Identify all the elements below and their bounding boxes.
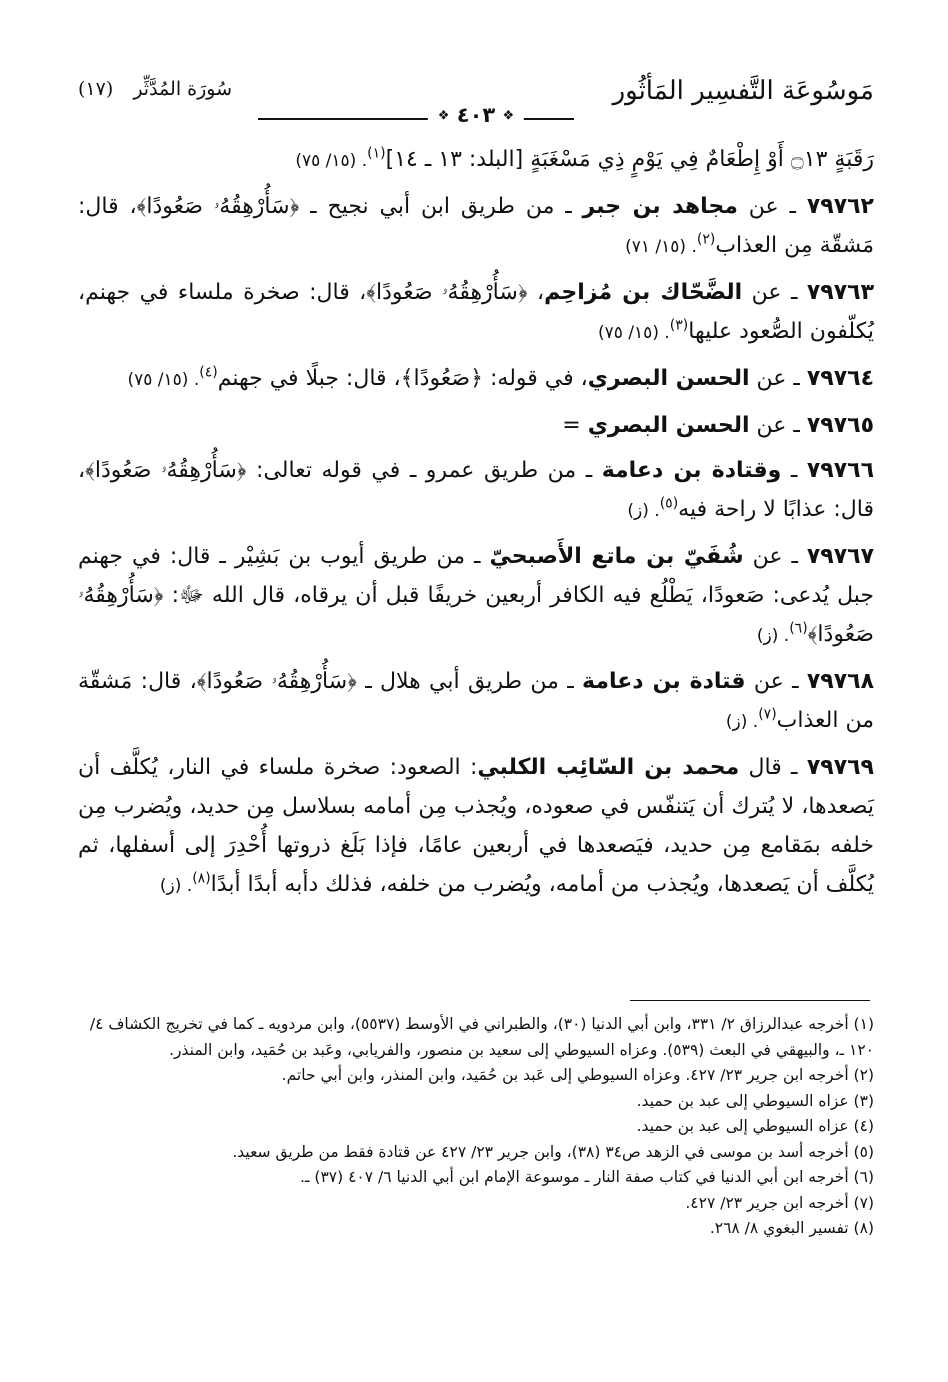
entry-text: ـ من طريق ابن أبي نجيح ـ <box>299 194 583 219</box>
quran-quote: ﴿سَأُرْهِقُهُۥ صَعُودًا﴾ <box>78 583 874 647</box>
footnote-ref: (٨) <box>192 870 211 887</box>
entry-number: ٧٩٧٦٣ <box>806 280 875 305</box>
entry-text: [البلد: ١٣ ـ ١٤] <box>385 147 531 172</box>
footnote: (٦) أخرجه ابن أبي الدنيا في كتاب صفة النار ـ موسوعة الإمام ابن أبي الدنيا ٦/ ٤٠٧ (٣٧) ـ. <box>299 1168 874 1186</box>
narration-entry <box>78 748 874 906</box>
entry-number: ٧٩٧٦٥ <box>806 413 874 438</box>
source-ref: . (ز) <box>627 501 660 521</box>
source-ref: . (ز) <box>725 712 759 732</box>
entry-number: ٧٩٧٦٩ <box>806 755 874 780</box>
footnote-ref: (٦) <box>789 620 808 637</box>
quran-quote: رَقَبَةٍ ۝١٣ أَوْ إِطْعَامٌ فِي يَوْمٍ ذِي مَسْغَبَةٍ <box>530 147 874 172</box>
source-ref: . (ز) <box>159 876 193 896</box>
entry-text: ، في قوله: <box>483 366 588 391</box>
narrator-name: محمد بن السّائِب الكلبي <box>477 755 740 780</box>
entry-text: ـ عن <box>742 280 807 305</box>
page-number-box <box>428 103 524 127</box>
narrator-name: وقتادة بن دعامة <box>601 458 782 483</box>
entry-text: ـ من طريق عمرو ـ في قوله تعالى: <box>246 458 602 483</box>
narration-entry <box>78 140 874 181</box>
narration-entry <box>78 187 874 267</box>
entry-text: ، قال: صخرة ملساء في جهنم، يُكلّفون الصُّعود عليها <box>78 280 874 344</box>
footnote-separator <box>630 1000 870 1001</box>
narration-entry <box>78 662 874 742</box>
book-title: مَوسُوعَة التَّفسِير المَأثُور <box>612 76 874 106</box>
narration-entry <box>78 451 874 531</box>
entry-text: ـ عن <box>743 544 807 569</box>
narrator-name: شُفَيّ بن ماتع الأَصبحيّ <box>489 544 744 569</box>
entry-number: ٧٩٧٦٧ <box>806 544 874 569</box>
entry-text: ـ <box>781 458 807 483</box>
entry-text: ، قال: مَشقّة من العذاب <box>78 669 874 733</box>
quran-quote: ﴿سَأُرْهِقُهُۥ صَعُودًا﴾ <box>196 669 357 694</box>
footnote-ref: (٥) <box>659 495 679 512</box>
entry-text: : الصعود: صخرة ملساء في النار، يُكلَّف أن يَصعدها، لا يُترك أن يَتنفّس في صعوده، ويُجذب مِن أمامه بسلاسل مِن حديد، ويُضرب مِن خلفه بمَقامع مِن حديد، فيَصعدها في أربعين عامًا، فإذا بَلَغ ذروتها أُحْدِرَ إلى أسفلها، ثم يُكلَّف أن يَصعدها، ويُجذب من أمامه، ويُضرب من خلفه، فذلك دأبه أبدًا أبدًا <box>78 755 874 897</box>
footnote-ref: (٤) <box>199 364 218 381</box>
entry-number: ٧٩٧٦٤ <box>806 366 874 391</box>
narrator-name: مجاهد بن جبر <box>582 194 738 219</box>
narrator-name: قتادة بن دعامة <box>582 669 746 694</box>
entry-number: ٧٩٧٦٨ <box>806 669 875 694</box>
entry-text: ـ قال <box>739 755 807 780</box>
footnote-ref: (٧) <box>758 706 777 723</box>
page-header <box>78 62 874 127</box>
source-ref: . (١٥/ ٧٥) <box>127 370 200 390</box>
header-rule <box>258 118 574 120</box>
sura-number: (١٧) <box>78 78 114 100</box>
entry-text: ـ من طريق أيوب بن بَشِيْر ـ قال: في جهنم جبل يُدعى: صَعودًا، يَطْلُع فيه الكافر أربعين خريفًا قبل أن يرقاه، قال الله ﷻ: <box>78 544 874 608</box>
narrator-name: الحسن البصري <box>587 413 750 438</box>
entry-text: ـ عن <box>749 366 807 391</box>
narration-entry <box>78 273 874 353</box>
quran-quote: ﴿سَأُرْهِقُهُۥ صَعُودًا﴾ <box>85 458 247 483</box>
footnotes <box>78 1012 874 1242</box>
footnote-ref: (٣) <box>669 317 689 334</box>
sura-name: سُورَة المُدَّثِّر <box>133 78 233 100</box>
source-ref: . (١٥/ ٧١) <box>625 237 697 257</box>
main-text <box>78 140 874 912</box>
page-number: ٤٠٣ <box>456 103 496 127</box>
narration-entry <box>78 359 874 400</box>
entry-text: ، قال: مَشقّة مِن العذاب <box>78 194 874 258</box>
footnote: (٢) أخرجه ابن جرير ٢٣/ ٤٢٧. وعزاه السيوطي إلى عَبد بن حُمَيد، وابن المنذر، وابن أبي حاتم. <box>281 1066 874 1084</box>
footnote: (٤) عزاه السيوطي إلى عبد بن حميد. <box>636 1117 874 1135</box>
source-ref: . (١٥/ ٧٥) <box>598 323 670 343</box>
narration-entry <box>78 537 874 656</box>
entry-text: ، <box>527 280 545 305</box>
footnote: (٥) أخرجه أسد بن موسى في الزهد ص٣٤ (٣٨)، وابن جرير ٢٣/ ٤٢٧ عن قتادة فقط من طريق سعيد. <box>232 1142 874 1161</box>
source-ref: . (١٥/ ٧٥) <box>295 151 368 171</box>
narrator-name: الضَّحّاك بن مُزاحِم <box>544 280 743 305</box>
entry-text: ، قال: جبلًا في جهنم <box>217 366 401 391</box>
ornament-icon: ❖ <box>502 108 515 124</box>
quran-quote: ﴿صَعُودًا﴾ <box>400 366 483 391</box>
footnote-ref: (١) <box>367 145 386 162</box>
sura-label <box>78 78 232 100</box>
footnote: (١) أخرجه عبدالرزاق ٢/ ٣٣١، وابن أبي الدنيا (٣٠)، والطبراني في الأوسط (٥٥٣٧)، وابن مردويه ـ كما في تخريج الكشاف ٤/ ١٢٠ ـ، والبيهقي في البعث (٥٣٩). وعزاه السيوطي إلى سعيد بن منصور، والفريابي، وعَبد بن حُمَيد، وابن المنذر. <box>89 1015 874 1059</box>
entry-number: ٧٩٧٦٦ <box>806 458 875 483</box>
narrator-name: الحسن البصري <box>587 366 750 391</box>
entry-text: ـ عن <box>745 669 807 694</box>
entry-text: ـ عن <box>737 194 807 219</box>
source-ref: . (ز) <box>756 626 790 646</box>
footnote: (٨) تفسير البغوي ٨/ ٢٦٨. <box>709 1219 874 1237</box>
quran-quote: ﴿سَأُرْهِقُهُۥ صَعُودًا﴾ <box>366 280 528 305</box>
footnote: (٧) أخرجه ابن جرير ٢٣/ ٤٢٧. <box>685 1193 874 1212</box>
entry-text: ـ عن <box>749 413 807 438</box>
entry-text: ـ من طريق أبي هلال ـ <box>356 669 583 694</box>
entry-text: ، قال: عذابًا لا راحة فيه <box>78 458 874 522</box>
narration-entry <box>78 406 874 445</box>
ornament-icon: ❖ <box>437 108 450 124</box>
footnote: (٣) عزاه السيوطي إلى عبد بن حميد. <box>636 1091 874 1110</box>
entry-text: = <box>562 413 588 438</box>
quran-quote: ﴿سَأُرْهِقُهُۥ صَعُودًا﴾ <box>136 194 300 219</box>
footnote-ref: (٢) <box>696 231 716 248</box>
entry-number: ٧٩٧٦٢ <box>806 194 874 219</box>
